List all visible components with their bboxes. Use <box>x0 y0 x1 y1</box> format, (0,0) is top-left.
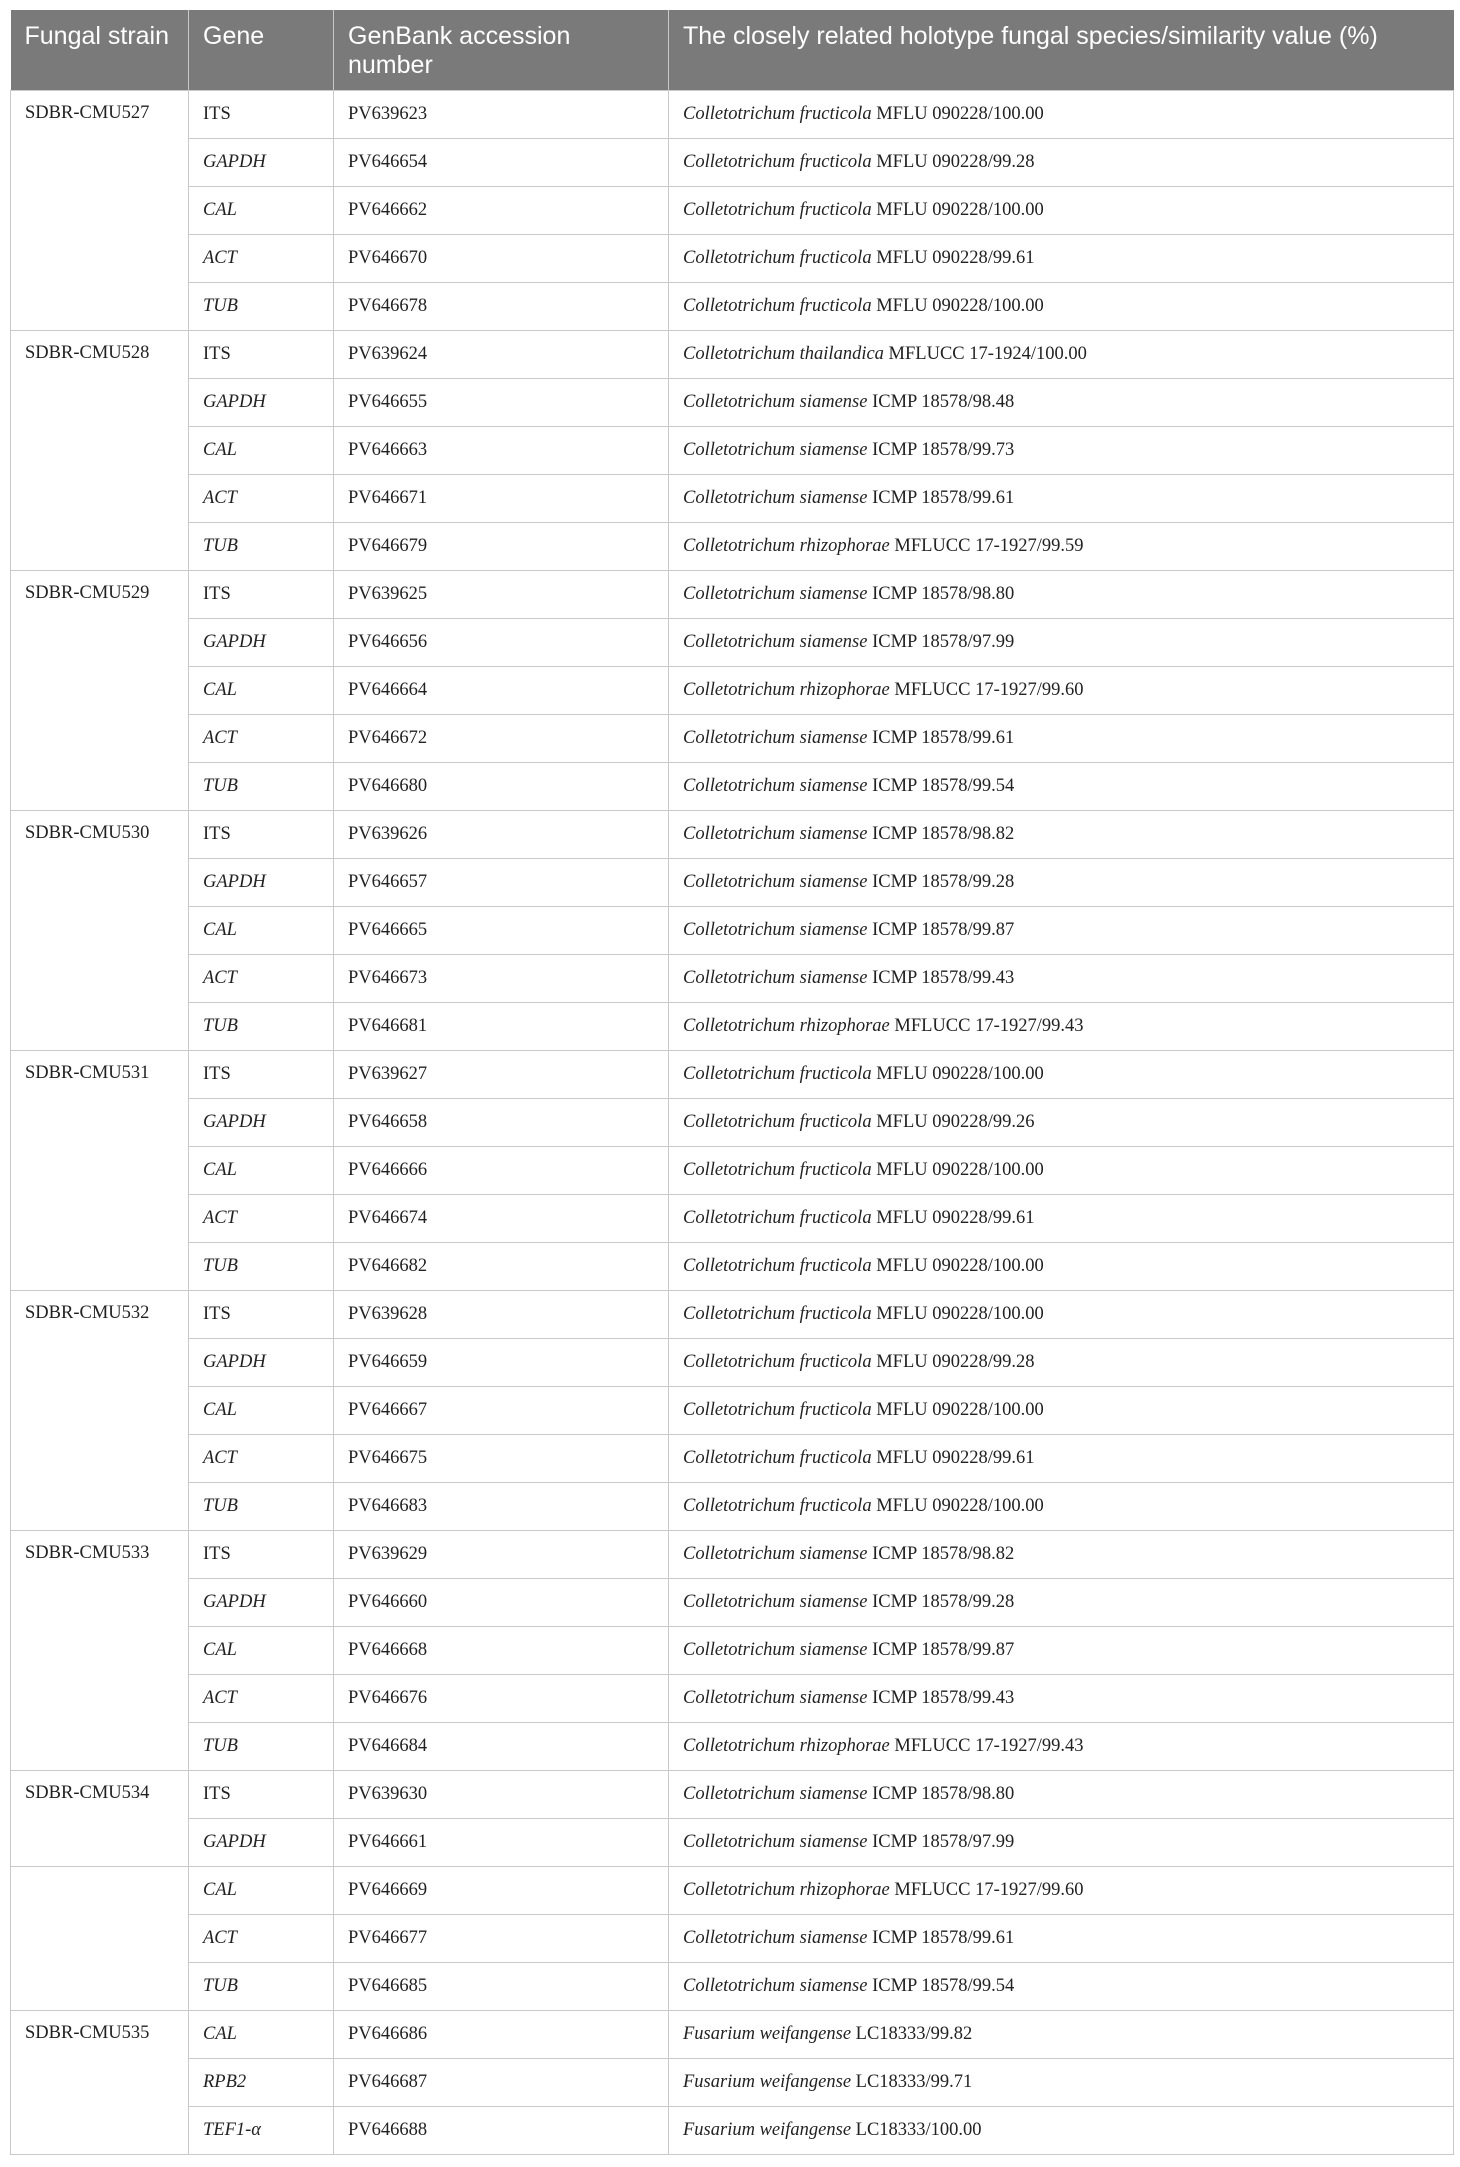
species-name: Colletotrichum siamense <box>683 1640 868 1660</box>
species-name: Colletotrichum siamense <box>683 776 868 796</box>
gene-cell: CAL <box>189 907 334 955</box>
accession-cell: PV646659 <box>334 1339 669 1387</box>
species-name: Colletotrichum siamense <box>683 440 868 460</box>
voucher-similarity: MFLUCC 17-1927/99.60 <box>889 1880 1084 1900</box>
gene-cell: ITS <box>189 1531 334 1579</box>
voucher-similarity: MFLU 090228/99.28 <box>871 1352 1035 1372</box>
strain-cell: SDBR-CMU532 <box>11 1291 189 1531</box>
accession-cell: PV646679 <box>334 523 669 571</box>
voucher-similarity: ICMP 18578/98.82 <box>867 824 1015 844</box>
species-name: Colletotrichum fructicola <box>683 104 872 124</box>
table-row <box>11 811 1454 859</box>
gene-cell: ITS <box>189 1771 334 1819</box>
species-name: Colletotrichum siamense <box>683 1832 868 1852</box>
gene-cell: ACT <box>189 955 334 1003</box>
voucher-similarity: MFLU 090228/99.26 <box>871 1112 1035 1132</box>
accession-cell: PV639624 <box>334 331 669 379</box>
gene-cell: CAL <box>189 2011 334 2059</box>
species-name: Colletotrichum fructicola <box>683 200 872 220</box>
table-row <box>11 715 1454 763</box>
table-row <box>11 859 1454 907</box>
table-row <box>11 619 1454 667</box>
species-name: Colletotrichum fructicola <box>683 1496 872 1516</box>
species-name: Colletotrichum fructicola <box>683 296 872 316</box>
species-cell <box>669 667 1454 715</box>
species-name: Colletotrichum siamense <box>683 1544 868 1564</box>
gene-cell: CAL <box>189 427 334 475</box>
species-cell <box>669 1195 1454 1243</box>
table-row <box>11 187 1454 235</box>
species-cell <box>669 859 1454 907</box>
strain-cell <box>11 1867 189 2011</box>
gene-cell: TUB <box>189 1003 334 1051</box>
species-cell <box>669 1099 1454 1147</box>
species-cell <box>669 715 1454 763</box>
species-cell <box>669 475 1454 523</box>
species-cell <box>669 379 1454 427</box>
species-name: Colletotrichum fructicola <box>683 152 872 172</box>
species-cell <box>669 1675 1454 1723</box>
voucher-similarity: ICMP 18578/99.61 <box>867 728 1015 748</box>
species-cell <box>669 331 1454 379</box>
species-name: Colletotrichum thailandica <box>683 344 884 364</box>
voucher-similarity: LC18333/99.82 <box>851 2024 973 2044</box>
voucher-similarity: ICMP 18578/98.80 <box>867 1784 1015 1804</box>
species-cell <box>669 187 1454 235</box>
header-species-similarity: The closely related holotype fungal species/similarity value (%) <box>669 10 1454 91</box>
table-row <box>11 1867 1454 1915</box>
gene-cell: ACT <box>189 1675 334 1723</box>
accession-cell: PV646682 <box>334 1243 669 1291</box>
accession-cell: PV646676 <box>334 1675 669 1723</box>
species-name: Colletotrichum rhizophorae <box>683 680 890 700</box>
species-name: Colletotrichum fructicola <box>683 1112 872 1132</box>
header-row <box>11 10 1454 91</box>
accession-cell: PV639625 <box>334 571 669 619</box>
species-name: Colletotrichum rhizophorae <box>683 1016 890 1036</box>
table-row <box>11 1387 1454 1435</box>
table-row <box>11 571 1454 619</box>
accession-cell: PV646678 <box>334 283 669 331</box>
species-name: Colletotrichum fructicola <box>683 1352 872 1372</box>
gene-cell: ITS <box>189 91 334 139</box>
strain-cell: SDBR-CMU531 <box>11 1051 189 1291</box>
gene-cell: ITS <box>189 1291 334 1339</box>
species-name: Colletotrichum fructicola <box>683 1256 872 1276</box>
table-row <box>11 2107 1454 2155</box>
voucher-similarity: MFLU 090228/99.61 <box>871 248 1035 268</box>
table-row <box>11 1723 1454 1771</box>
voucher-similarity: ICMP 18578/99.28 <box>867 1592 1015 1612</box>
gene-cell: GAPDH <box>189 1579 334 1627</box>
accession-cell: PV646666 <box>334 1147 669 1195</box>
species-name: Colletotrichum siamense <box>683 728 868 748</box>
table-row <box>11 283 1454 331</box>
gene-cell: GAPDH <box>189 1819 334 1867</box>
table-row <box>11 1291 1454 1339</box>
accession-cell: PV639623 <box>334 91 669 139</box>
voucher-similarity: ICMP 18578/99.87 <box>867 920 1015 940</box>
species-name: Colletotrichum fructicola <box>683 248 872 268</box>
species-cell <box>669 1339 1454 1387</box>
gene-cell: CAL <box>189 1627 334 1675</box>
species-name: Colletotrichum siamense <box>683 1976 868 1996</box>
accession-cell: PV646661 <box>334 1819 669 1867</box>
gene-cell: GAPDH <box>189 1099 334 1147</box>
species-name: Colletotrichum fructicola <box>683 1304 872 1324</box>
accession-cell: PV646667 <box>334 1387 669 1435</box>
voucher-similarity: ICMP 18578/98.82 <box>867 1544 1015 1564</box>
species-cell <box>669 1867 1454 1915</box>
species-cell <box>669 1915 1454 1963</box>
accession-cell: PV646686 <box>334 2011 669 2059</box>
gene-cell: CAL <box>189 1147 334 1195</box>
accession-cell: PV646657 <box>334 859 669 907</box>
species-cell <box>669 1579 1454 1627</box>
accession-cell: PV646683 <box>334 1483 669 1531</box>
gene-cell: CAL <box>189 667 334 715</box>
header-fungal-strain: Fungal strain <box>11 10 189 91</box>
accession-cell: PV639628 <box>334 1291 669 1339</box>
table-row <box>11 2011 1454 2059</box>
voucher-similarity: MFLU 090228/100.00 <box>871 296 1044 316</box>
gene-cell: ITS <box>189 331 334 379</box>
table-row <box>11 667 1454 715</box>
species-cell <box>669 1819 1454 1867</box>
accession-cell: PV639627 <box>334 1051 669 1099</box>
gene-cell: GAPDH <box>189 619 334 667</box>
table-row <box>11 2059 1454 2107</box>
table-row <box>11 1819 1454 1867</box>
header-gene: Gene <box>189 10 334 91</box>
species-name: Colletotrichum fructicola <box>683 1400 872 1420</box>
accession-cell: PV646685 <box>334 1963 669 2011</box>
table-row <box>11 763 1454 811</box>
species-cell <box>669 1627 1454 1675</box>
voucher-similarity: ICMP 18578/99.54 <box>867 1976 1015 1996</box>
strain-cell: SDBR-CMU535 <box>11 2011 189 2155</box>
species-name: Colletotrichum siamense <box>683 1688 868 1708</box>
gene-cell: RPB2 <box>189 2059 334 2107</box>
gene-cell: CAL <box>189 187 334 235</box>
accession-cell: PV646669 <box>334 1867 669 1915</box>
species-cell <box>669 1147 1454 1195</box>
voucher-similarity: ICMP 18578/99.43 <box>867 1688 1015 1708</box>
table-row <box>11 139 1454 187</box>
strain-cell: SDBR-CMU533 <box>11 1531 189 1771</box>
voucher-similarity: LC18333/99.71 <box>851 2072 973 2092</box>
species-name: Colletotrichum siamense <box>683 584 868 604</box>
species-name: Colletotrichum siamense <box>683 968 868 988</box>
species-cell <box>669 2107 1454 2155</box>
voucher-similarity: ICMP 18578/99.54 <box>867 776 1015 796</box>
species-name: Colletotrichum siamense <box>683 392 868 412</box>
table-row <box>11 1099 1454 1147</box>
species-name: Colletotrichum siamense <box>683 632 868 652</box>
accession-cell: PV639629 <box>334 1531 669 1579</box>
accession-cell: PV646677 <box>334 1915 669 1963</box>
accession-cell: PV639626 <box>334 811 669 859</box>
gene-cell: ITS <box>189 571 334 619</box>
species-cell <box>669 619 1454 667</box>
accession-cell: PV646681 <box>334 1003 669 1051</box>
table-body <box>11 91 1454 2155</box>
species-cell <box>669 2011 1454 2059</box>
species-cell <box>669 1531 1454 1579</box>
accession-cell: PV646668 <box>334 1627 669 1675</box>
species-name: Colletotrichum fructicola <box>683 1160 872 1180</box>
strain-cell: SDBR-CMU528 <box>11 331 189 571</box>
species-cell <box>669 2059 1454 2107</box>
species-name: Colletotrichum siamense <box>683 824 868 844</box>
species-cell <box>669 139 1454 187</box>
table-row <box>11 91 1454 139</box>
gene-cell: TUB <box>189 283 334 331</box>
voucher-similarity: MFLUCC 17-1927/99.43 <box>889 1736 1084 1756</box>
species-name: Colletotrichum fructicola <box>683 1448 872 1468</box>
species-name: Colletotrichum rhizophorae <box>683 1880 890 1900</box>
accession-cell: PV646670 <box>334 235 669 283</box>
species-cell <box>669 235 1454 283</box>
species-name: Colletotrichum fructicola <box>683 1064 872 1084</box>
table-row <box>11 1051 1454 1099</box>
species-cell <box>669 907 1454 955</box>
gene-cell: ACT <box>189 1195 334 1243</box>
gene-cell: TUB <box>189 1723 334 1771</box>
species-cell <box>669 571 1454 619</box>
accession-cell: PV646680 <box>334 763 669 811</box>
species-cell <box>669 1387 1454 1435</box>
species-cell <box>669 1963 1454 2011</box>
voucher-similarity: MFLU 090228/100.00 <box>871 1304 1044 1324</box>
voucher-similarity: MFLU 090228/100.00 <box>871 1064 1044 1084</box>
table-row <box>11 955 1454 1003</box>
voucher-similarity: MFLUCC 17-1924/100.00 <box>883 344 1087 364</box>
gene-cell: GAPDH <box>189 1339 334 1387</box>
table-row <box>11 331 1454 379</box>
voucher-similarity: MFLU 090228/99.61 <box>871 1448 1035 1468</box>
species-cell <box>669 1291 1454 1339</box>
species-cell <box>669 91 1454 139</box>
voucher-similarity: MFLU 090228/99.28 <box>871 152 1035 172</box>
species-cell <box>669 1243 1454 1291</box>
voucher-similarity: LC18333/100.00 <box>851 2120 982 2140</box>
table-row <box>11 1435 1454 1483</box>
gene-cell: GAPDH <box>189 139 334 187</box>
table-row <box>11 1147 1454 1195</box>
table-row <box>11 1915 1454 1963</box>
gene-cell: ACT <box>189 475 334 523</box>
accession-cell: PV646665 <box>334 907 669 955</box>
species-name: Colletotrichum siamense <box>683 920 868 940</box>
voucher-similarity: MFLU 090228/100.00 <box>871 1160 1044 1180</box>
gene-cell: TUB <box>189 1483 334 1531</box>
species-name: Fusarium weifangense <box>683 2120 852 2140</box>
table-row <box>11 235 1454 283</box>
header-genbank-accession: GenBank accession number <box>334 10 669 91</box>
voucher-similarity: ICMP 18578/98.48 <box>867 392 1015 412</box>
voucher-similarity: ICMP 18578/99.43 <box>867 968 1015 988</box>
table-row <box>11 1195 1454 1243</box>
species-cell <box>669 283 1454 331</box>
accession-cell: PV646658 <box>334 1099 669 1147</box>
accession-cell: PV646688 <box>334 2107 669 2155</box>
voucher-similarity: MFLU 090228/100.00 <box>871 1400 1044 1420</box>
species-cell <box>669 1483 1454 1531</box>
voucher-similarity: ICMP 18578/97.99 <box>867 1832 1015 1852</box>
voucher-similarity: MFLUCC 17-1927/99.59 <box>889 536 1084 556</box>
species-name: Colletotrichum siamense <box>683 488 868 508</box>
accession-cell: PV646654 <box>334 139 669 187</box>
accession-cell: PV646673 <box>334 955 669 1003</box>
table-row <box>11 427 1454 475</box>
gene-cell: TEF1-α <box>189 2107 334 2155</box>
accession-cell: PV646663 <box>334 427 669 475</box>
accession-cell: PV646660 <box>334 1579 669 1627</box>
table-row <box>11 907 1454 955</box>
gene-cell: ACT <box>189 235 334 283</box>
species-name: Colletotrichum siamense <box>683 1784 868 1804</box>
species-name: Colletotrichum siamense <box>683 1928 868 1948</box>
species-name: Fusarium weifangense <box>683 2024 852 2044</box>
species-cell <box>669 1723 1454 1771</box>
species-cell <box>669 427 1454 475</box>
table-row <box>11 1963 1454 2011</box>
gene-cell: GAPDH <box>189 379 334 427</box>
voucher-similarity: ICMP 18578/99.28 <box>867 872 1015 892</box>
gene-cell: TUB <box>189 523 334 571</box>
accession-cell: PV646674 <box>334 1195 669 1243</box>
strain-cell: SDBR-CMU534 <box>11 1771 189 1867</box>
accession-cell: PV646655 <box>334 379 669 427</box>
strain-cell: SDBR-CMU530 <box>11 811 189 1051</box>
gene-cell: CAL <box>189 1867 334 1915</box>
accession-cell: PV646687 <box>334 2059 669 2107</box>
species-name: Colletotrichum fructicola <box>683 1208 872 1228</box>
species-cell <box>669 1771 1454 1819</box>
table-row <box>11 1339 1454 1387</box>
strain-cell: SDBR-CMU529 <box>11 571 189 811</box>
voucher-similarity: MFLUCC 17-1927/99.60 <box>889 680 1084 700</box>
voucher-similarity: MFLU 090228/100.00 <box>871 200 1044 220</box>
table-row <box>11 475 1454 523</box>
gene-cell: CAL <box>189 1387 334 1435</box>
voucher-similarity: ICMP 18578/99.73 <box>867 440 1015 460</box>
species-cell <box>669 1435 1454 1483</box>
species-cell <box>669 763 1454 811</box>
voucher-similarity: ICMP 18578/97.99 <box>867 632 1015 652</box>
species-cell <box>669 811 1454 859</box>
gene-cell: TUB <box>189 1243 334 1291</box>
species-name: Colletotrichum siamense <box>683 1592 868 1612</box>
voucher-similarity: ICMP 18578/99.61 <box>867 488 1015 508</box>
voucher-similarity: ICMP 18578/98.80 <box>867 584 1015 604</box>
species-cell <box>669 955 1454 1003</box>
voucher-similarity: MFLU 090228/100.00 <box>871 1496 1044 1516</box>
table-row <box>11 1003 1454 1051</box>
table-row <box>11 1483 1454 1531</box>
species-name: Fusarium weifangense <box>683 2072 852 2092</box>
table-row <box>11 1579 1454 1627</box>
table-row <box>11 1771 1454 1819</box>
voucher-similarity: MFLUCC 17-1927/99.43 <box>889 1016 1084 1036</box>
voucher-similarity: ICMP 18578/99.87 <box>867 1640 1015 1660</box>
table-row <box>11 1675 1454 1723</box>
gene-cell: TUB <box>189 1963 334 2011</box>
gene-cell: ACT <box>189 715 334 763</box>
table-row <box>11 379 1454 427</box>
voucher-similarity: ICMP 18578/99.61 <box>867 1928 1015 1948</box>
accession-cell: PV646662 <box>334 187 669 235</box>
gene-cell: ITS <box>189 811 334 859</box>
species-cell <box>669 1003 1454 1051</box>
accession-cell: PV646656 <box>334 619 669 667</box>
gene-cell: ACT <box>189 1915 334 1963</box>
species-cell <box>669 1051 1454 1099</box>
gene-cell: ACT <box>189 1435 334 1483</box>
species-cell <box>669 523 1454 571</box>
gene-cell: TUB <box>189 763 334 811</box>
gene-cell: ITS <box>189 1051 334 1099</box>
table-row <box>11 1627 1454 1675</box>
table-row <box>11 523 1454 571</box>
voucher-similarity: MFLU 090228/100.00 <box>871 1256 1044 1276</box>
accession-cell: PV646684 <box>334 1723 669 1771</box>
accession-cell: PV646664 <box>334 667 669 715</box>
accession-cell: PV639630 <box>334 1771 669 1819</box>
gene-cell: GAPDH <box>189 859 334 907</box>
table-row <box>11 1531 1454 1579</box>
voucher-similarity: MFLU 090228/100.00 <box>871 104 1044 124</box>
table-row <box>11 1243 1454 1291</box>
accession-cell: PV646675 <box>334 1435 669 1483</box>
accession-cell: PV646671 <box>334 475 669 523</box>
accession-cell: PV646672 <box>334 715 669 763</box>
voucher-similarity: MFLU 090228/99.61 <box>871 1208 1035 1228</box>
species-name: Colletotrichum rhizophorae <box>683 536 890 556</box>
results-table <box>10 10 1454 2155</box>
strain-cell: SDBR-CMU527 <box>11 91 189 331</box>
species-name: Colletotrichum siamense <box>683 872 868 892</box>
species-name: Colletotrichum rhizophorae <box>683 1736 890 1756</box>
